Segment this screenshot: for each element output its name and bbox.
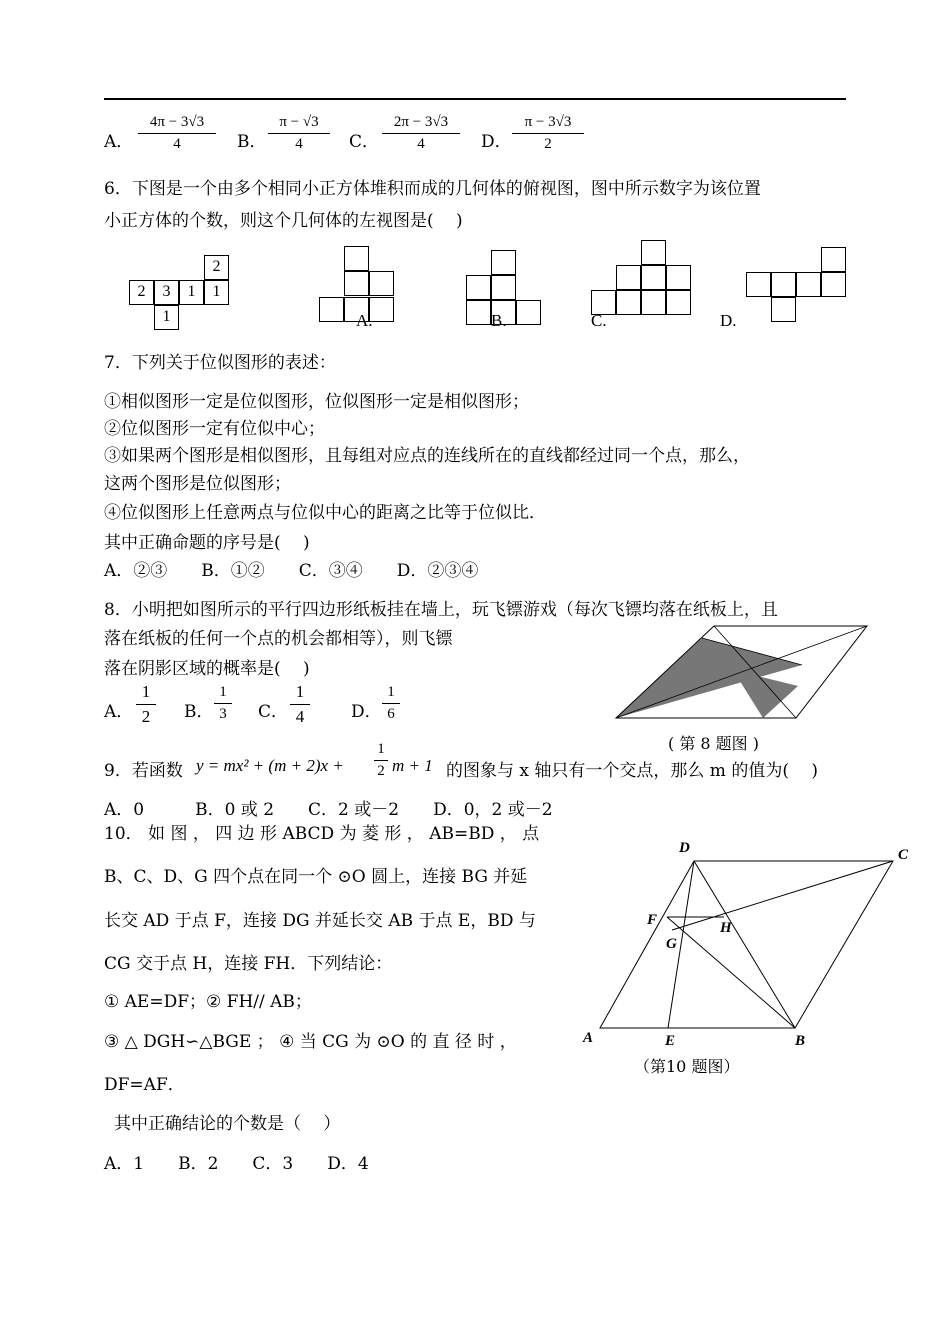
point-f-label: F <box>647 912 658 928</box>
q5-option-d-letter: D． <box>481 132 512 152</box>
q7-statement-4: ④位似图形上任意两点与位似中心的距离之比等于位似比． <box>104 503 546 523</box>
point-d-label: D <box>679 840 690 856</box>
q5-option-c-den: 4 <box>417 136 425 152</box>
q6-option-b-label: B. <box>491 311 507 330</box>
q8-option-c-letter: C． <box>258 702 289 722</box>
q10-line6: ③ △ DGH∽△BGE ； ④ 当 CG 为 ⊙O 的 直 径 时 ， <box>104 1032 517 1052</box>
q8-option-b-fraction <box>214 684 232 723</box>
q6-stem-line1: 6．下图是一个由多个相同小正方体堆积而成的几何体的俯视图，图中所示数字为该位置 <box>104 179 761 199</box>
q8-option-a-fraction <box>136 682 156 727</box>
point-e-label: E <box>665 1033 676 1049</box>
q5-option-d-den: 2 <box>544 136 552 152</box>
q8-option-b-letter: B． <box>184 702 214 722</box>
q8-option-a-letter: A． <box>104 702 134 722</box>
header-rule <box>104 98 846 100</box>
top-view-cell: 1 <box>154 305 179 330</box>
point-g-label: G <box>666 936 677 952</box>
top-view-cell: 1 <box>179 280 204 305</box>
q10-line3: 长交 AD 于点 F，连接 DG 并延长交 AB 于点 E，BD 与 <box>104 911 536 931</box>
fraction-numerator: 1 <box>387 684 395 700</box>
q5-option-d-fraction <box>512 114 584 153</box>
q7-statement-2: ②位似图形一定有位似中心； <box>104 419 325 439</box>
q10-line1: 10． 如 图 ， 四 边 形 ABCD 为 菱 形 ， AB=BD ， 点 <box>104 824 540 844</box>
q5-option-a-den: 4 <box>173 136 181 152</box>
q5-option-b-letter: B． <box>237 132 267 152</box>
top-view-cell: 2 <box>204 255 229 280</box>
point-c-label: C <box>898 847 909 863</box>
q5-option-c-fraction <box>382 114 460 153</box>
q8-option-c-fraction <box>290 682 310 727</box>
q6-option-a-label: A. <box>356 311 373 330</box>
top-view-cell: 1 <box>204 280 229 305</box>
q5-option-d-num: π − 3√3 <box>524 114 572 130</box>
q8-option-d-fraction <box>382 684 400 723</box>
q8-stem-line1: 8．小明把如图所示的平行四边形纸板挂在墙上，玩飞镖游戏（每次飞镖均落在纸板上，且 <box>104 600 778 620</box>
fraction-denominator: 4 <box>295 707 305 726</box>
rhombus-abcd <box>600 861 893 1028</box>
q10-line7: DF=AF． <box>104 1075 185 1095</box>
q9-options: A．0 B．0 或 2 C．2 或－2 D．0，2 或－2 <box>104 800 553 820</box>
fraction-numerator: 1 <box>295 682 305 701</box>
fraction-denominator: 3 <box>219 706 227 722</box>
q10-options: A．1 B．2 C．3 D．4 <box>104 1154 369 1174</box>
q7-statement-3b: 这两个图形是位似图形； <box>104 474 291 494</box>
q9-formula-left: y = mx² + (m + 2)x + <box>196 756 344 775</box>
q10-line5: ① AE=DF；② FH// AB； <box>104 992 312 1012</box>
shaded-region <box>733 670 798 718</box>
q7-statement-3a: ③如果两个图形是相似图形，且每组对应点的连线所在的直线都经过同一个点，那么， <box>104 446 750 466</box>
q7-question: 其中正确命题的序号是( ) <box>104 533 310 553</box>
point-b-label: B <box>795 1033 806 1049</box>
q5-option-a-fraction <box>138 114 216 153</box>
q7-options: A．②③ B．①② C．③④ D．②③④ <box>104 561 479 581</box>
q10-line2: B、C、D、G 四个点在同一个 ⊙O 圆上，连接 BG 并延 <box>104 867 528 887</box>
point-h-label: H <box>720 920 732 936</box>
q5-option-a-num: 4π − 3√3 <box>149 114 205 130</box>
q9-prefix: 9．若函数 <box>104 761 183 781</box>
q5-option-b-den: 4 <box>295 136 303 152</box>
q9-formula-right: m + 1 <box>392 756 433 775</box>
point-a-label: A <box>583 1030 594 1046</box>
q10-caption: （第10 题图） <box>634 1057 740 1076</box>
top-view-cell: 3 <box>154 280 179 305</box>
q5-option-c-letter: C． <box>349 132 380 152</box>
fraction-numerator: 1 <box>377 741 385 757</box>
q8-stem-line2: 落在纸板的任何一个点的机会都相等），则飞镖 <box>104 629 453 649</box>
q7-statement-1: ①相似图形一定是位似图形，位似图形一定是相似图形； <box>104 392 529 412</box>
q10-rhombus-figure <box>575 835 915 1055</box>
q5-option-c-num: 2π − 3√3 <box>393 114 449 130</box>
q8-option-d-letter: D． <box>351 702 382 722</box>
fraction-denominator: 2 <box>141 707 151 726</box>
q5-option-b-num: π − √3 <box>279 114 319 130</box>
q8-parallelogram-figure <box>600 615 880 730</box>
top-view-cell: 2 <box>129 280 154 305</box>
q7-stem: 7．下列关于位似图形的表述： <box>104 353 336 373</box>
q6-option-c-label: C. <box>591 311 607 330</box>
fraction-numerator: 1 <box>141 682 151 701</box>
q5-option-b-fraction <box>268 114 330 153</box>
fraction-numerator: 1 <box>219 684 227 700</box>
fraction-denominator: 2 <box>377 763 385 779</box>
q6-stem-line2: 小正方体的个数，则这个几何体的左视图是( ) <box>104 211 463 231</box>
q8-stem-line3: 落在阴影区域的概率是( ) <box>104 659 310 679</box>
q10-question: 其中正确结论的个数是（ ） <box>114 1114 341 1134</box>
q8-caption: ( 第 8 题图 ) <box>668 734 760 753</box>
q9-half-fraction <box>374 741 388 780</box>
fraction-denominator: 6 <box>387 706 395 722</box>
q9-suffix: 的图象与 x 轴只有一个交点，那么 m 的值为( ) <box>446 761 818 781</box>
q10-line4: CG 交于点 H，连接 FH．下列结论： <box>104 954 393 974</box>
q6-option-d-label: D. <box>720 311 737 330</box>
q5-option-a-letter: A． <box>104 132 134 152</box>
